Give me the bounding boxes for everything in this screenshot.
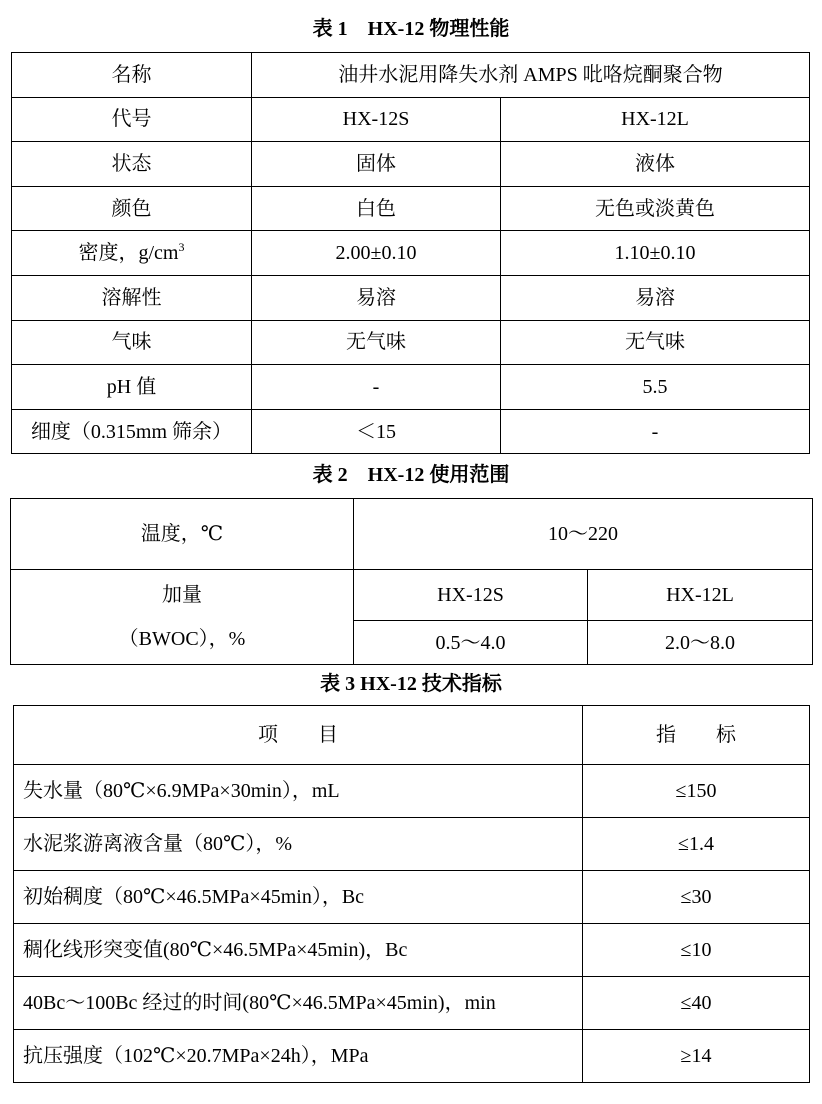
hx12s-value: 2.00±0.10 [252,231,501,276]
header-item: 项 目 [14,706,583,765]
spec-index: ≤1.4 [583,818,810,871]
table-row [14,765,810,818]
table-row [14,924,810,977]
spec-index: ≤40 [583,977,810,1030]
table-row [12,53,810,98]
row-label: pH 值 [12,365,252,410]
row-label: 溶解性 [12,275,252,320]
table2-usage-range [10,498,813,665]
spec-item: 抗压强度（102℃×20.7MPa×24h），MPa [14,1030,583,1083]
dosage-label-line2: （BWOC），% [118,628,246,650]
hx12s-value: - [252,365,501,410]
table3-caption: 表 3 HX-12 技术指标 [320,673,502,695]
spec-item: 水泥浆游离液含量（80℃），% [14,818,583,871]
spec-index: ≤30 [583,871,810,924]
hx12s-dosage: 0.5～4.0 [354,621,588,665]
hx12l-value: 5.5 [501,365,810,410]
table2-caption: 表 2 HX-12 使用范围 [312,464,510,486]
hx12l-value: 1.10±0.10 [501,231,810,276]
hx12l-value: - [501,409,810,454]
hx12s-value: 固体 [252,142,501,187]
table-row [12,275,810,320]
row-label: 细度（0.315mm 筛余） [12,409,252,454]
dosage-label-line1: 加量 [162,584,202,606]
spec-index: ≤150 [583,765,810,818]
row-label [12,231,252,276]
name-value: 油井水泥用降失水剂 AMPS 吡咯烷酮聚合物 [252,53,810,98]
table-row [14,871,810,924]
table-row [12,142,810,187]
hx12s-value: 白色 [252,186,501,231]
table-row [12,97,810,142]
spec-index: ≤10 [583,924,810,977]
hx12l-value: 无气味 [501,320,810,365]
hx12s-value: ＜15 [252,409,501,454]
hx12l-label: HX-12L [588,570,813,621]
hx12l-dosage: 2.0～8.0 [588,621,813,665]
density-label: 密度，g/cm [78,242,179,265]
temperature-value: 10～220 [354,499,813,570]
table1-caption: 表 1 HX-12 物理性能 [312,18,510,40]
spec-index: ≥14 [583,1030,810,1083]
spec-item: 失水量（80℃×6.9MPa×30min），mL [14,765,583,818]
header-index: 指 标 [583,706,810,765]
hx12s-value: 易溶 [252,275,501,320]
table-row [12,231,810,276]
hx12l-value: 易溶 [501,275,810,320]
table1-physical-properties [11,52,810,454]
spec-item: 40Bc～100Bc 经过的时间(80℃×46.5MPa×45min)，min [14,977,583,1030]
row-label: 状态 [12,142,252,187]
hx12l-value: 液体 [501,142,810,187]
spec-item: 初始稠度（80℃×46.5MPa×45min），Bc [14,871,583,924]
table-row [12,186,810,231]
table-row [12,365,810,410]
table3-technical-specs [13,705,810,1083]
row-label: 颜色 [12,186,252,231]
hx12s-value: HX-12S [252,97,501,142]
name-label: 名称 [12,53,252,98]
table-row [11,570,813,621]
temperature-label: 温度，℃ [11,499,354,570]
table-row [11,499,813,570]
table-header-row [14,706,810,765]
table-row [12,409,810,454]
table-row [14,818,810,871]
table-row [14,1030,810,1083]
hx12l-value: 无色或淡黄色 [501,186,810,231]
hx12s-label: HX-12S [354,570,588,621]
density-unit-superscript: 3 [178,240,185,255]
row-label: 气味 [12,320,252,365]
table-row [12,320,810,365]
hx12s-value: 无气味 [252,320,501,365]
dosage-label [11,570,354,665]
row-label: 代号 [12,97,252,142]
hx12l-value: HX-12L [501,97,810,142]
table-row [14,977,810,1030]
spec-item: 稠化线形突变值(80℃×46.5MPa×45min)，Bc [14,924,583,977]
